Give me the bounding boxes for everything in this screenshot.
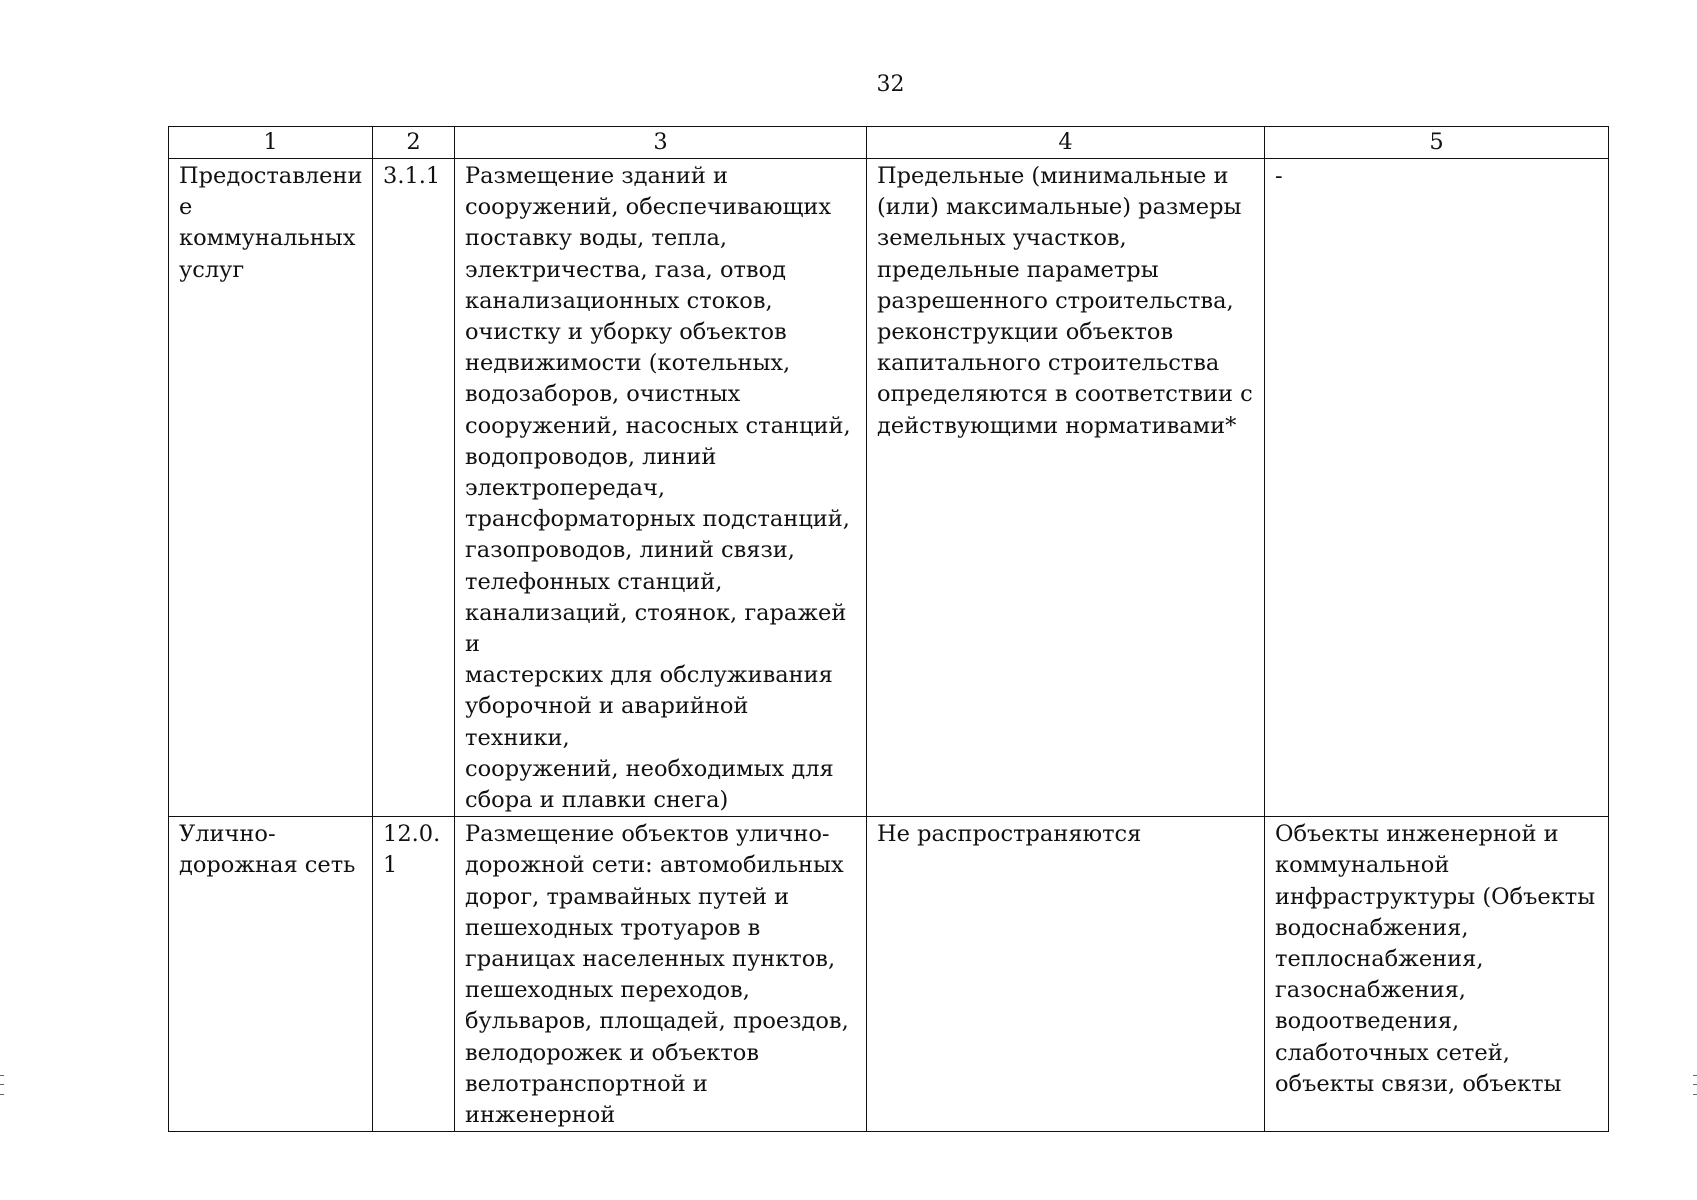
left-scan-mark [0, 1075, 4, 1095]
use-type-parameters: Предельные (минимальные и (или) максимальные) размеры земельных участков, предельные параметры разрешенного строительства, реконструкции объектов капитального строительства определяются в соответствии с действующими нормативами* [867, 159, 1265, 817]
column-header-2: 2 [373, 127, 455, 159]
use-type-auxiliary: Объекты инженерной и коммунальной инфраструктуры (Объекты водоснабжения, теплоснабжения, газоснабжения, водоотведения, слаботочных сетей, объекты связи, объекты [1265, 817, 1609, 1132]
use-type-code: 3.1.1 [373, 159, 455, 817]
table-row [169, 817, 1609, 1132]
table-row [169, 159, 1609, 817]
table-header [169, 127, 1609, 159]
column-header-4: 4 [867, 127, 1265, 159]
use-type-code: 12.0. 1 [373, 817, 455, 1132]
column-header-3: 3 [455, 127, 867, 159]
right-scan-mark [1693, 1075, 1697, 1095]
use-type-description: Размещение зданий и сооружений, обеспечивающих поставку воды, тепла, электричества, газа, отвод канализационных стоков, очистку и уборку объектов недвижимости (котельных, водозаборов, очистных сооружений, насосных станций, водопроводов, линий электропередач, трансформаторных подстанций, газопроводов, линий связи, телефонных станций, канализаций, стоянок, гаражей и мастерских для обслуживания уборочной и аварийной техники, сооружений, необходимых для сбора и плавки снега) [455, 159, 867, 817]
use-type-parameters: Не распространяются [867, 817, 1265, 1132]
column-header-5: 5 [1265, 127, 1609, 159]
use-type-auxiliary: - [1265, 159, 1609, 817]
use-type-name: Предоставлени е коммунальных услуг [169, 159, 373, 817]
column-header-1: 1 [169, 127, 373, 159]
table-body [169, 159, 1609, 1132]
page-number: 32 [876, 72, 905, 97]
header-row [169, 127, 1609, 159]
regulations-table [168, 126, 1609, 1132]
use-type-description: Размещение объектов улично- дорожной сети: автомобильных дорог, трамвайных путей и пешеходных тротуаров в границах населенных пунктов, пешеходных переходов, бульваров, площадей, проездов, велодорожек и объектов велотранспортной и инженерной [455, 817, 867, 1132]
use-type-name: Улично- дорожная сеть [169, 817, 373, 1132]
